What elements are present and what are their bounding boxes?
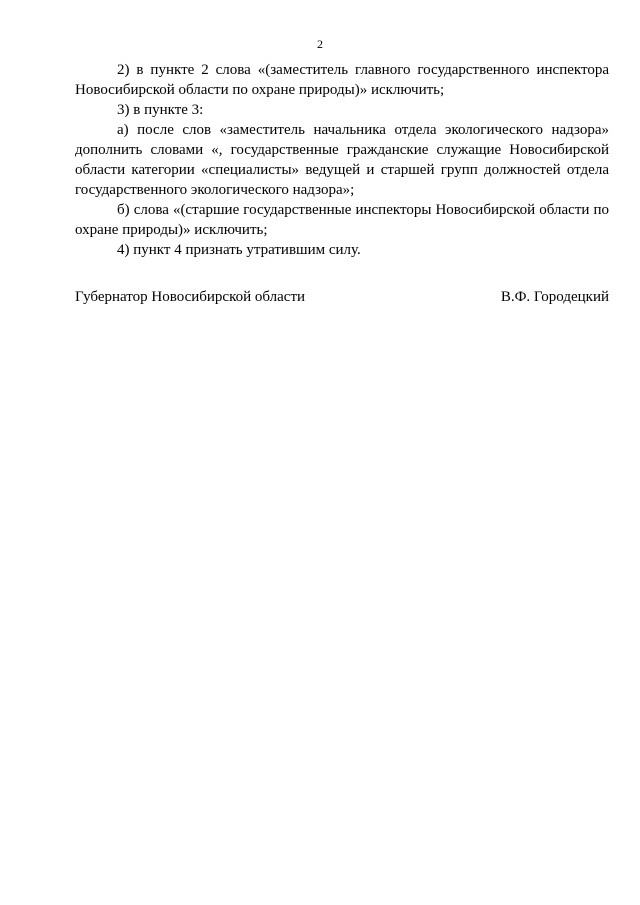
page-number: 2 [317,37,323,51]
signatory-position: Губернатор Новосибирской области [75,289,306,305]
paragraph-item-3: 3) в пункте 3: [117,102,204,118]
paragraph-subitem-a: а) после слов «заместитель начальника отдела экологического надзора» дополнить словами «, государственные гражданские служащие Новосибирской области категории «специалисты» ведущей и старшей групп должностей отдела государственного экологического надзора»; [75,122,609,198]
signature-block [75,287,609,307]
paragraph-item-4: 4) пункт 4 признать утратившим силу. [117,242,361,258]
paragraph-item-2: 2) в пункте 2 слова «(заместитель главного государственного инспектора Новосибирской области по охране природы)» исключить; [75,62,609,98]
signatory-name: В.Ф. Городецкий [500,289,609,305]
paragraph-subitem-b: б) слова «(старшие государственные инспекторы Новосибирской области по охране природы)» исключить; [75,202,609,238]
document-body [75,60,609,260]
